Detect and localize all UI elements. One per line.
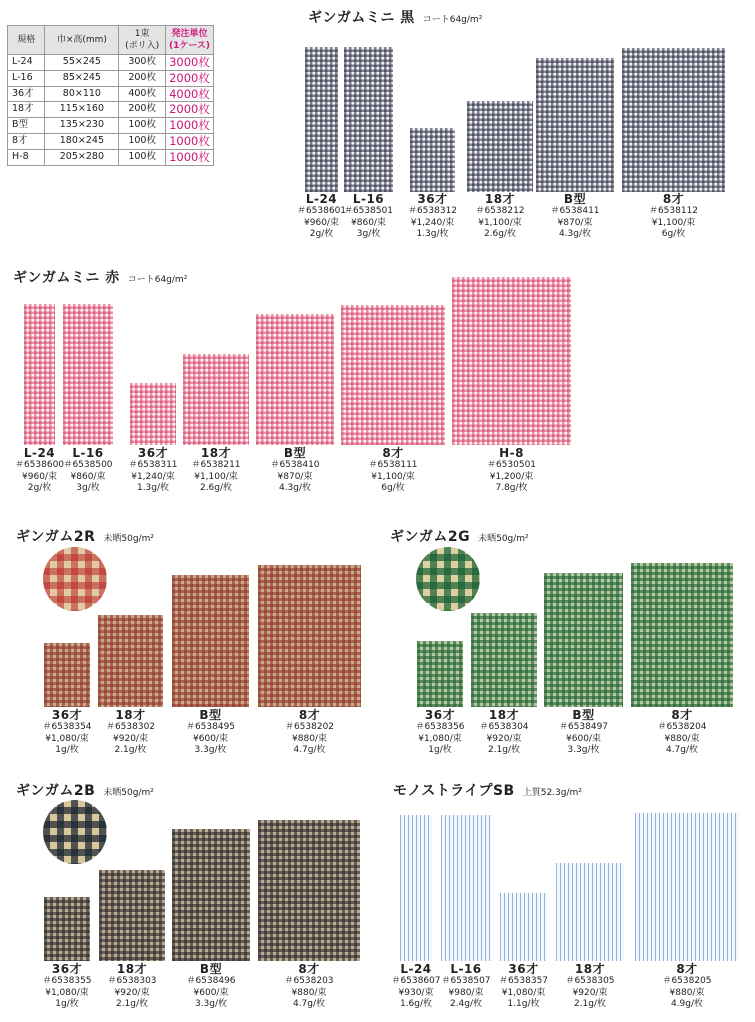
section-paper: コート64g/m² <box>422 15 483 25</box>
swatch <box>417 641 463 707</box>
spec-code: 8才 <box>8 133 45 149</box>
product-size-label: 8才 <box>662 192 685 206</box>
section-paper: コート64g/m² <box>127 275 188 285</box>
swatch <box>44 897 90 961</box>
product-code: ＃6538312 <box>407 206 458 216</box>
swatch <box>467 101 533 192</box>
product-weight: 3g/枚 <box>76 483 100 493</box>
product-weight: 3.3g/枚 <box>194 745 227 755</box>
product-size-label: 8才 <box>298 962 320 976</box>
product-size-label: L-16 <box>450 962 482 976</box>
swatch <box>400 815 432 961</box>
swatch <box>305 47 338 192</box>
section-title-stripe-sb <box>393 780 582 800</box>
product-price: ¥920/束 <box>114 987 150 998</box>
section-title-2r <box>16 526 154 546</box>
product-size-label: B型 <box>563 192 587 206</box>
spec-code: L-24 <box>8 55 45 71</box>
product-size-label: 36才 <box>51 962 83 976</box>
product-price: ¥920/束 <box>572 987 608 998</box>
spec-size: 180×245 <box>45 133 119 149</box>
spec-bundle: 400枚 <box>119 86 166 102</box>
product-caption <box>164 709 257 757</box>
product-weight: 2.6g/枚 <box>483 229 517 239</box>
swatch <box>635 813 739 961</box>
product-size-label: 36才 <box>51 708 83 722</box>
swatch <box>183 354 249 445</box>
spec-code: 18才 <box>8 102 45 118</box>
product-weight: 2g/枚 <box>27 483 52 493</box>
spec-order-unit: 1000枚 <box>165 118 213 134</box>
spec-bundle: 100枚 <box>119 133 166 149</box>
product-caption <box>492 963 556 1011</box>
product-size-label: L-16 <box>352 192 385 206</box>
swatch <box>99 870 165 961</box>
pattern-sample-circle-2g <box>416 547 480 611</box>
swatch <box>24 304 55 445</box>
product-code: ＃6538607 <box>391 976 441 986</box>
section-title-black <box>308 7 482 27</box>
product-caption <box>401 193 465 241</box>
spec-table-body <box>8 55 214 166</box>
spec-code: H-8 <box>8 149 45 165</box>
product-code: ＃6538355 <box>42 976 92 986</box>
spec-row <box>8 70 214 86</box>
spec-size: 115×160 <box>45 102 119 118</box>
product-weight: 3g/枚 <box>356 229 381 239</box>
product-price: ¥880/束 <box>669 987 705 998</box>
product-price: ¥1,100/束 <box>371 471 415 482</box>
product-code: ＃6538211 <box>191 460 241 470</box>
spec-row <box>8 149 214 165</box>
product-weight: 4.7g/枚 <box>665 745 699 755</box>
product-code: ＃6538212 <box>475 206 525 216</box>
swatch <box>341 305 445 445</box>
product-code: ＃6538304 <box>479 722 529 732</box>
swatch <box>500 893 547 961</box>
product-size-label: H-8 <box>499 446 524 460</box>
swatch <box>44 643 90 707</box>
product-weight: 4.3g/枚 <box>278 483 312 493</box>
product-size-label: B型 <box>199 708 222 722</box>
product-price: ¥870/束 <box>557 217 593 228</box>
product-code: ＃6538411 <box>550 206 600 216</box>
product-price: ¥1,100/束 <box>651 217 696 228</box>
spec-code: 36才 <box>8 86 45 102</box>
product-size-label: 36才 <box>508 962 539 976</box>
spec-order-unit: 2000枚 <box>165 102 213 118</box>
product-code: ＃6538311 <box>128 460 178 470</box>
product-size-label: 8才 <box>382 446 404 460</box>
section-title-2b <box>16 780 154 800</box>
product-code: ＃6538357 <box>498 976 549 986</box>
swatch <box>471 613 537 707</box>
spec-bundle: 100枚 <box>119 118 166 134</box>
product-weight: 2.1g/枚 <box>487 745 521 755</box>
header-order-unit: 発注単位 (1ケース) <box>165 26 213 55</box>
product-weight: 3.3g/枚 <box>567 745 600 755</box>
product-size-label: 18才 <box>574 962 606 976</box>
product-weight: 2.4g/枚 <box>449 999 483 1009</box>
product-caption <box>536 709 631 757</box>
product-size-label: B型 <box>283 446 307 460</box>
spec-row <box>8 133 214 149</box>
header-code: 規格 <box>8 26 45 55</box>
section-title-2g <box>390 526 529 546</box>
product-weight: 4.7g/枚 <box>293 745 326 755</box>
product-code: ＃6530501 <box>486 460 537 470</box>
swatch <box>441 815 491 961</box>
spec-order-unit: 1000枚 <box>165 133 213 149</box>
swatch <box>344 47 393 192</box>
product-code: ＃6538500 <box>63 460 113 470</box>
pattern-sample-circle-2r <box>43 547 107 611</box>
product-size-label: 36才 <box>417 192 448 206</box>
product-code: ＃6538112 <box>648 206 699 216</box>
swatch <box>536 58 614 192</box>
product-price: ¥1,080/束 <box>45 733 89 744</box>
section-name: ギンガムミニ 赤 <box>13 270 120 286</box>
product-weight: 1g/枚 <box>428 745 452 755</box>
product-weight: 2.6g/枚 <box>199 483 233 493</box>
section-title-red <box>13 267 187 287</box>
product-price: ¥960/束 <box>22 471 57 482</box>
product-code: ＃6538354 <box>42 722 92 732</box>
spec-table-header-row <box>8 26 214 55</box>
spec-code: L-16 <box>8 70 45 86</box>
spec-table <box>7 25 214 166</box>
header-bundle: 1束 (ポリ入) <box>119 26 166 55</box>
product-weight: 1.3g/枚 <box>416 229 449 239</box>
product-weight: 1.3g/枚 <box>136 483 170 493</box>
product-price: ¥880/束 <box>291 987 327 998</box>
product-caption <box>91 963 173 1011</box>
product-caption <box>333 447 453 495</box>
swatch <box>98 615 163 707</box>
swatch <box>631 563 733 707</box>
product-caption <box>164 963 258 1011</box>
product-price: ¥960/束 <box>304 217 339 228</box>
header-size: 巾×高(mm) <box>45 26 119 55</box>
spec-order-unit: 3000枚 <box>165 55 213 71</box>
product-price: ¥1,240/束 <box>410 217 455 228</box>
spec-row <box>8 86 214 102</box>
product-caption <box>433 963 499 1011</box>
product-size-label: 36才 <box>424 708 456 722</box>
spec-order-unit: 1000枚 <box>165 149 213 165</box>
product-size-label: 18才 <box>488 708 520 722</box>
swatch <box>172 829 250 961</box>
product-price: ¥600/束 <box>193 987 229 998</box>
product-weight: 1g/枚 <box>55 745 79 755</box>
product-code: ＃6538305 <box>565 976 615 986</box>
spec-bundle: 200枚 <box>119 70 166 86</box>
product-price: ¥1,200/束 <box>489 471 534 482</box>
swatch <box>258 565 361 707</box>
spec-size: 135×230 <box>45 118 119 134</box>
product-price: ¥1,080/束 <box>418 733 462 744</box>
spec-bundle: 100枚 <box>119 149 166 165</box>
spec-size: 80×110 <box>45 86 119 102</box>
product-size-label: L-24 <box>400 962 432 976</box>
product-price: ¥880/束 <box>292 733 327 744</box>
spec-order-unit: 2000枚 <box>165 70 213 86</box>
product-caption <box>614 193 733 241</box>
product-price: ¥920/束 <box>486 733 522 744</box>
product-price: ¥920/束 <box>113 733 148 744</box>
product-size-label: 8才 <box>671 708 693 722</box>
product-caption <box>55 447 121 495</box>
product-size-label: B型 <box>199 962 223 976</box>
product-size-label: 18才 <box>200 446 232 460</box>
section-name: ギンガム2R <box>16 529 96 545</box>
product-size-label: 18才 <box>115 708 146 722</box>
swatch <box>622 48 725 192</box>
swatch <box>256 314 334 445</box>
product-code: ＃6538111 <box>368 460 418 470</box>
swatch <box>258 820 360 961</box>
product-price: ¥1,240/束 <box>131 471 175 482</box>
swatch <box>130 383 176 445</box>
product-code: ＃6538496 <box>186 976 236 986</box>
product-price: ¥860/束 <box>70 471 106 482</box>
spec-size: 85×245 <box>45 70 119 86</box>
product-weight: 6g/枚 <box>661 229 686 239</box>
product-weight: 7.8g/枚 <box>495 483 528 493</box>
product-price: ¥1,080/束 <box>501 987 546 998</box>
section-name: モノストライプSB <box>393 783 515 799</box>
product-price: ¥930/束 <box>398 987 434 998</box>
section-paper: 未晒50g/m² <box>478 534 529 544</box>
swatch <box>172 575 249 707</box>
product-weight: 6g/枚 <box>381 483 405 493</box>
section-name: ギンガム2B <box>16 783 96 799</box>
swatch <box>410 128 455 192</box>
product-price: ¥1,100/束 <box>194 471 238 482</box>
product-code: ＃6538303 <box>107 976 157 986</box>
product-code: ＃6538205 <box>662 976 712 986</box>
swatch <box>544 573 623 707</box>
product-code: ＃6538204 <box>657 722 707 732</box>
section-paper: 上質52.3g/m² <box>522 788 582 798</box>
product-price: ¥870/束 <box>277 471 313 482</box>
product-size-label: 36才 <box>137 446 169 460</box>
spec-row <box>8 55 214 71</box>
product-weight: 4.7g/枚 <box>292 999 326 1009</box>
product-caption <box>444 447 579 495</box>
section-name: ギンガムミニ 黒 <box>308 10 415 26</box>
product-code: ＃6538410 <box>270 460 320 470</box>
product-weight: 1.6g/枚 <box>399 999 433 1009</box>
product-weight: 2.1g/枚 <box>115 999 149 1009</box>
product-price: ¥600/束 <box>193 733 228 744</box>
product-price: ¥880/束 <box>664 733 700 744</box>
product-code: ＃6538601 <box>296 206 347 216</box>
product-size-label: L-24 <box>23 446 56 460</box>
product-size-label: 8才 <box>676 962 698 976</box>
spec-size: 205×280 <box>45 149 119 165</box>
product-code: ＃6538356 <box>415 722 465 732</box>
product-size-label: L-24 <box>305 192 338 206</box>
product-code: ＃6538302 <box>105 722 156 732</box>
product-size-label: 18才 <box>484 192 516 206</box>
spec-bundle: 200枚 <box>119 102 166 118</box>
section-name: ギンガム2G <box>390 529 471 545</box>
section-paper: 未晒50g/m² <box>103 534 154 544</box>
product-size-label: 8才 <box>298 708 321 722</box>
product-caption <box>250 963 368 1011</box>
product-code: ＃6538497 <box>558 722 609 732</box>
product-weight: 2.1g/枚 <box>573 999 607 1009</box>
product-caption <box>548 963 632 1011</box>
spec-code: B型 <box>8 118 45 134</box>
product-code: ＃6538600 <box>14 460 65 470</box>
swatch <box>452 277 571 445</box>
product-price: ¥1,080/束 <box>45 987 89 998</box>
product-code: ＃6538202 <box>284 722 335 732</box>
product-caption <box>463 709 545 757</box>
product-caption <box>90 709 171 757</box>
product-weight: 3.3g/枚 <box>194 999 228 1009</box>
product-code: ＃6538507 <box>441 976 491 986</box>
product-size-label: 18才 <box>116 962 148 976</box>
product-price: ¥980/束 <box>448 987 484 998</box>
product-caption <box>35 963 99 1011</box>
spec-row <box>8 102 214 118</box>
product-weight: 4.3g/枚 <box>558 229 592 239</box>
pattern-sample-circle-2b <box>43 800 107 864</box>
spec-row <box>8 118 214 134</box>
section-paper: 未晒50g/m² <box>103 788 154 798</box>
spec-size: 55×245 <box>45 55 119 71</box>
product-size-label: L-16 <box>72 446 104 460</box>
product-caption <box>528 193 622 241</box>
product-caption <box>336 193 401 241</box>
product-caption <box>627 963 747 1011</box>
product-code: ＃6538501 <box>343 206 394 216</box>
product-price: ¥860/束 <box>351 217 386 228</box>
spec-bundle: 300枚 <box>119 55 166 71</box>
product-price: ¥1,100/束 <box>478 217 522 228</box>
product-weight: 1.1g/枚 <box>507 999 540 1009</box>
product-weight: 1g/枚 <box>55 999 79 1009</box>
product-code: ＃6538495 <box>185 722 236 732</box>
product-caption <box>175 447 257 495</box>
swatch <box>556 863 624 961</box>
product-code: ＃6538203 <box>284 976 334 986</box>
product-size-label: B型 <box>572 708 595 722</box>
product-weight: 2g/枚 <box>309 229 334 239</box>
product-weight: 2.1g/枚 <box>114 745 147 755</box>
product-weight: 4.9g/枚 <box>670 999 704 1009</box>
product-caption <box>623 709 741 757</box>
swatch <box>63 304 113 445</box>
product-price: ¥600/束 <box>566 733 601 744</box>
spec-order-unit: 4000枚 <box>165 86 213 102</box>
product-caption <box>248 447 342 495</box>
product-caption <box>250 709 369 757</box>
